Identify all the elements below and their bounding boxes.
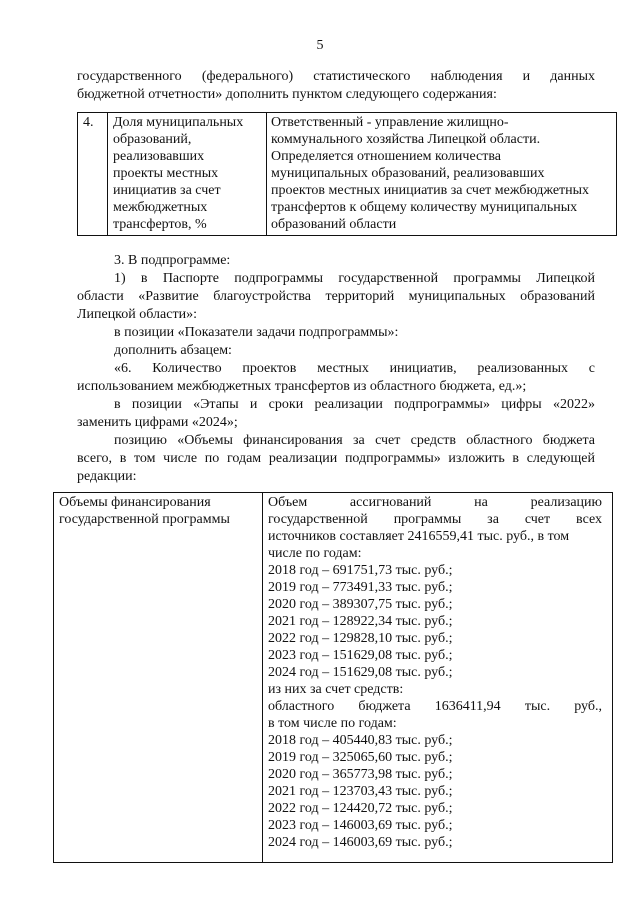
financing-line: 2023 год – 146003,69 тыс. руб.; [268, 818, 453, 833]
table1-indicator-name [113, 114, 243, 233]
financing-line: 2019 год – 773491,33 тыс. руб.; [268, 580, 453, 595]
body-line: «6. Количество проектов местных инициатив, реализованных с [114, 361, 595, 376]
financing-line: 2022 год – 124420,72 тыс. руб.; [268, 801, 453, 816]
financing-label [59, 494, 230, 528]
body-line: области «Развитие благоустройства территорий муниципальных образований [77, 289, 595, 304]
financing-line: 2020 год – 389307,75 тыс. руб.; [268, 597, 453, 612]
body-line: в позиции «Показатели задачи подпрограммы»: [114, 325, 399, 340]
body-line: в позиции «Этапы и сроки реализации подпрограммы» цифры «2022» [114, 397, 595, 412]
financing-line: 2018 год – 405440,83 тыс. руб.; [268, 733, 453, 748]
financing-line: 2019 год – 325065,60 тыс. руб.; [268, 750, 453, 765]
table1-desc-line: Ответственный - управление жилищно- [271, 115, 509, 130]
financing-line: 2022 год – 129828,10 тыс. руб.; [268, 631, 453, 646]
table1-divider-1 [107, 112, 108, 235]
table1-name-line: Доля муниципальных [113, 115, 244, 130]
body-line: позицию «Объемы финансирования за счет средств областного бюджета [114, 433, 595, 448]
body-line: 1) в Паспорте подпрограммы государственной программы Липецкой [114, 271, 595, 286]
table1-name-line: межбюджетных [113, 200, 208, 215]
financing-label-line: государственной программы [59, 512, 230, 527]
intro-line-2: бюджетной отчетности» дополнить пунктом следующего содержания: [77, 87, 497, 102]
financing-line: Объем ассигнований на реализацию [268, 495, 602, 510]
table1-indicator-description [271, 114, 589, 233]
financing-line: 2023 год – 151629,08 тыс. руб.; [268, 648, 453, 663]
table1-desc-line: Определяется отношением количества [271, 149, 501, 164]
table1-desc-line: образований области [271, 217, 397, 232]
table1-name-line: образований, [113, 132, 192, 147]
table1-row-number: 4. [83, 115, 94, 130]
table1-name-line: реализовавших [113, 149, 205, 164]
table1-desc-line: проектов местных инициатив за счет межбюджетных [271, 183, 590, 198]
body-line: редакции: [77, 469, 137, 484]
financing-line: числе по годам: [268, 546, 362, 561]
financing-line: из них за счет средств: [268, 682, 404, 697]
financing-line: 2021 год – 123703,43 тыс. руб.; [268, 784, 453, 799]
table1-name-line: инициатив за счет [113, 183, 221, 198]
body-line: 3. В подпрограмме: [114, 253, 231, 268]
intro-line-1: государственного (федерального) статистического наблюдения и данных [77, 69, 595, 84]
financing-line: областного бюджета 1636411,94 тыс. руб., [268, 699, 602, 714]
body-line: заменить цифрами «2024»; [77, 415, 238, 430]
financing-label-line: Объемы финансирования [59, 495, 211, 510]
table1-desc-line: муниципальных образований, реализовавших [271, 166, 545, 181]
body-line: Липецкой области»: [77, 307, 197, 322]
table1-divider-2 [266, 112, 267, 235]
table2-divider [262, 492, 263, 862]
financing-line: источников составляет 2416559,41 тыс. руб., в том [268, 529, 570, 544]
table1-desc-line: коммунального хозяйства Липецкой области. [271, 132, 541, 147]
body-line: всего, в том числе по годам реализации подпрограммы» изложить в следующей [77, 451, 595, 466]
financing-line: 2020 год – 365773,98 тыс. руб.; [268, 767, 453, 782]
financing-line: государственной программы за счет всех [268, 512, 602, 527]
body-line: использованием межбюджетных трансфертов из областного бюджета, ед.»; [77, 379, 527, 394]
page-number: 5 [316, 38, 324, 53]
table1-desc-line: трансфертов к общему количеству муниципальных [271, 200, 578, 215]
financing-line: 2018 год – 691751,73 тыс. руб.; [268, 563, 453, 578]
financing-line: в том числе по годам: [268, 716, 397, 731]
table1-name-line: проекты местных [113, 166, 219, 181]
table1-name-line: трансфертов, % [113, 217, 207, 232]
financing-line: 2024 год – 151629,08 тыс. руб.; [268, 665, 453, 680]
financing-details [268, 494, 602, 851]
financing-line: 2021 год – 128922,34 тыс. руб.; [268, 614, 453, 629]
financing-line: 2024 год – 146003,69 тыс. руб.; [268, 835, 453, 850]
body-line: дополнить абзацем: [114, 343, 232, 358]
